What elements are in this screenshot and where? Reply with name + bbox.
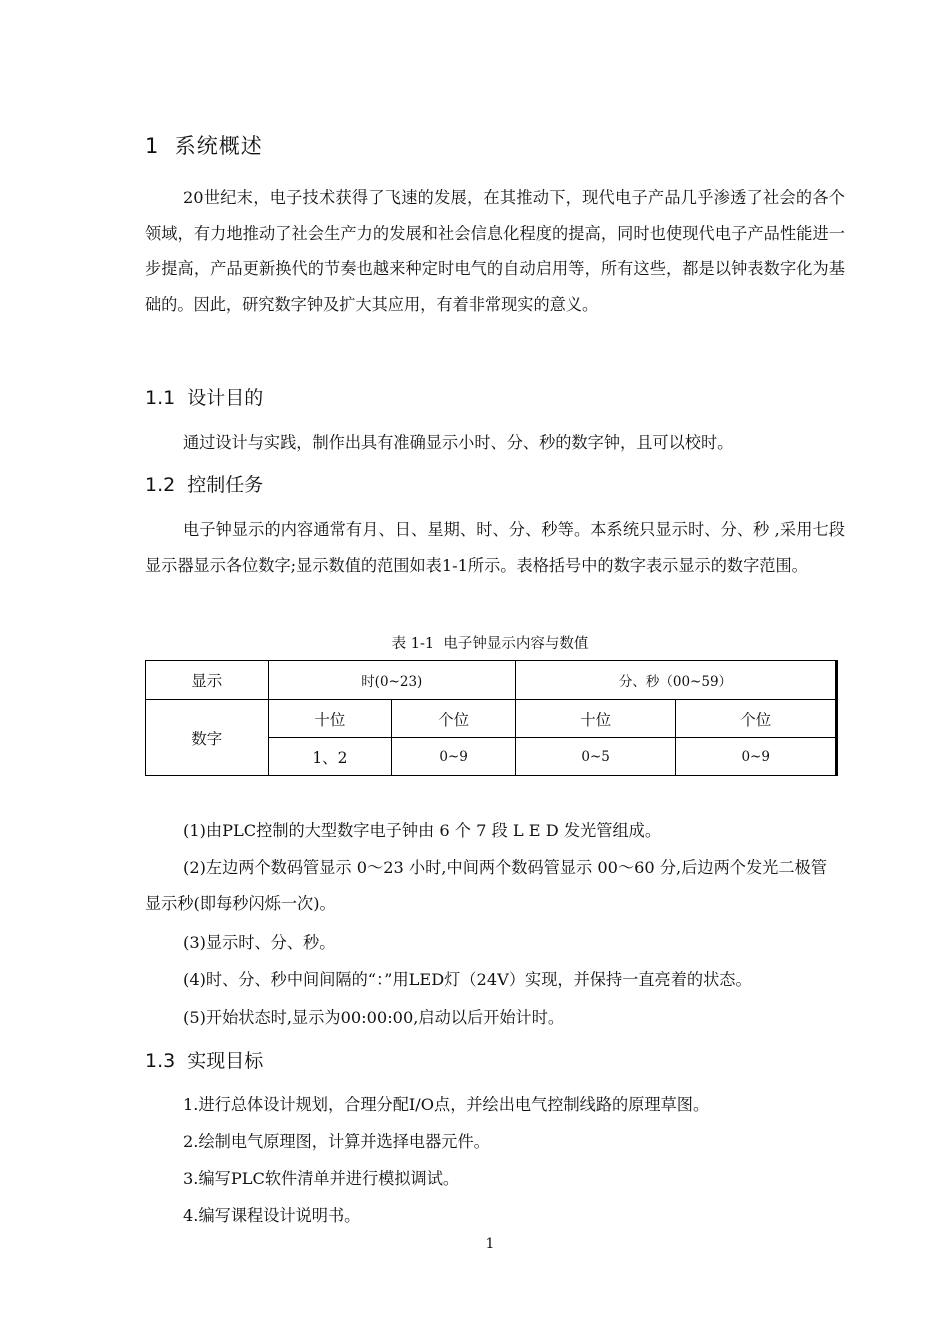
table-row	[146, 700, 837, 738]
list-item: 2.绘制电气原理图，计算并选择电器元件。	[183, 1132, 490, 1151]
section-1-2-text: 电子钟显示的内容通常有月、日、星期、时、分、秒等。本系统只显示时、分、秒 ,采用七段显示器显示各位数字;显示数值的范围如表1-1所示。表格括号中的数字表示显示的数字范围。	[145, 520, 845, 575]
table-cell-tens: 十位	[515, 700, 676, 738]
list-item: (5)开始状态时,显示为00:00:00,启动以后开始计时。	[183, 1008, 565, 1027]
table-caption: 表 1-1 电子钟显示内容与数值	[391, 636, 589, 652]
intro-paragraph: 20世纪末，电子技术获得了飞速的发展，在其推动下，现代电子产品几乎渗透了社会的各个领域，有力地推动了社会生产力的发展和社会信息化程度的提高，同时也使现代电子产品性能进一步提高，产品更新换代的节奏也越来种定时电气的自动启用等，所有这些，都是以钟表数字化为基础的。因此，研究数字钟及扩大其应用，有着非常现实的意义。	[145, 188, 845, 314]
list-item: (4)时、分、秒中间间隔的“：”用LED灯（24V）实现，并保持一直亮着的状态。	[183, 970, 752, 989]
display-range-table	[145, 660, 838, 776]
list-item: 1.进行总体设计规划，合理分配I/O点，并绘出电气控制线路的原理草图。	[183, 1095, 710, 1114]
section-heading-1-3: 1.3 实现目标	[145, 1050, 264, 1072]
table-cell-value: 0~9	[392, 738, 516, 776]
list-item: (3)显示时、分、秒。	[183, 933, 336, 952]
table-cell-hour-header: 时(0~23)	[268, 661, 515, 700]
list-item: 4.编写课程设计说明书。	[183, 1206, 361, 1225]
table-cell-display-label: 显示	[146, 661, 269, 700]
table-cell-tens: 十位	[268, 700, 392, 738]
page-number: 1	[485, 1236, 495, 1252]
table-cell-value: 1、2	[268, 738, 392, 776]
table-cell-ones: 个位	[676, 700, 837, 738]
table-cell-value: 0~5	[515, 738, 676, 776]
list-item: (1)由PLC控制的大型数字电子钟由 6 个 7 段 L E D 发光管组成。	[183, 821, 662, 840]
list-item: 3.编写PLC软件清单并进行模拟调试。	[183, 1169, 460, 1188]
section-1-1-text: 通过设计与实践，制作出具有准确显示小时、分、秒的数字钟，且可以校时。	[183, 433, 734, 452]
section-heading-1-2: 1.2 控制任务	[145, 474, 264, 496]
table-row	[146, 661, 837, 700]
table-cell-value: 0~9	[676, 738, 837, 776]
table-cell-ones: 个位	[392, 700, 516, 738]
table-cell-digit-label: 数字	[146, 700, 269, 776]
list-item: (2)左边两个数码管显示 0～23 小时,中间两个数码管显示 00～60 分,后边两个发光二极管显示秒(即每秒闪烁一次)。	[145, 858, 827, 913]
table-cell-min-sec-header: 分、秒（00~59）	[515, 661, 836, 700]
chapter-heading: 1 系统概述	[145, 134, 263, 158]
section-heading-1-1: 1.1 设计目的	[145, 387, 264, 409]
